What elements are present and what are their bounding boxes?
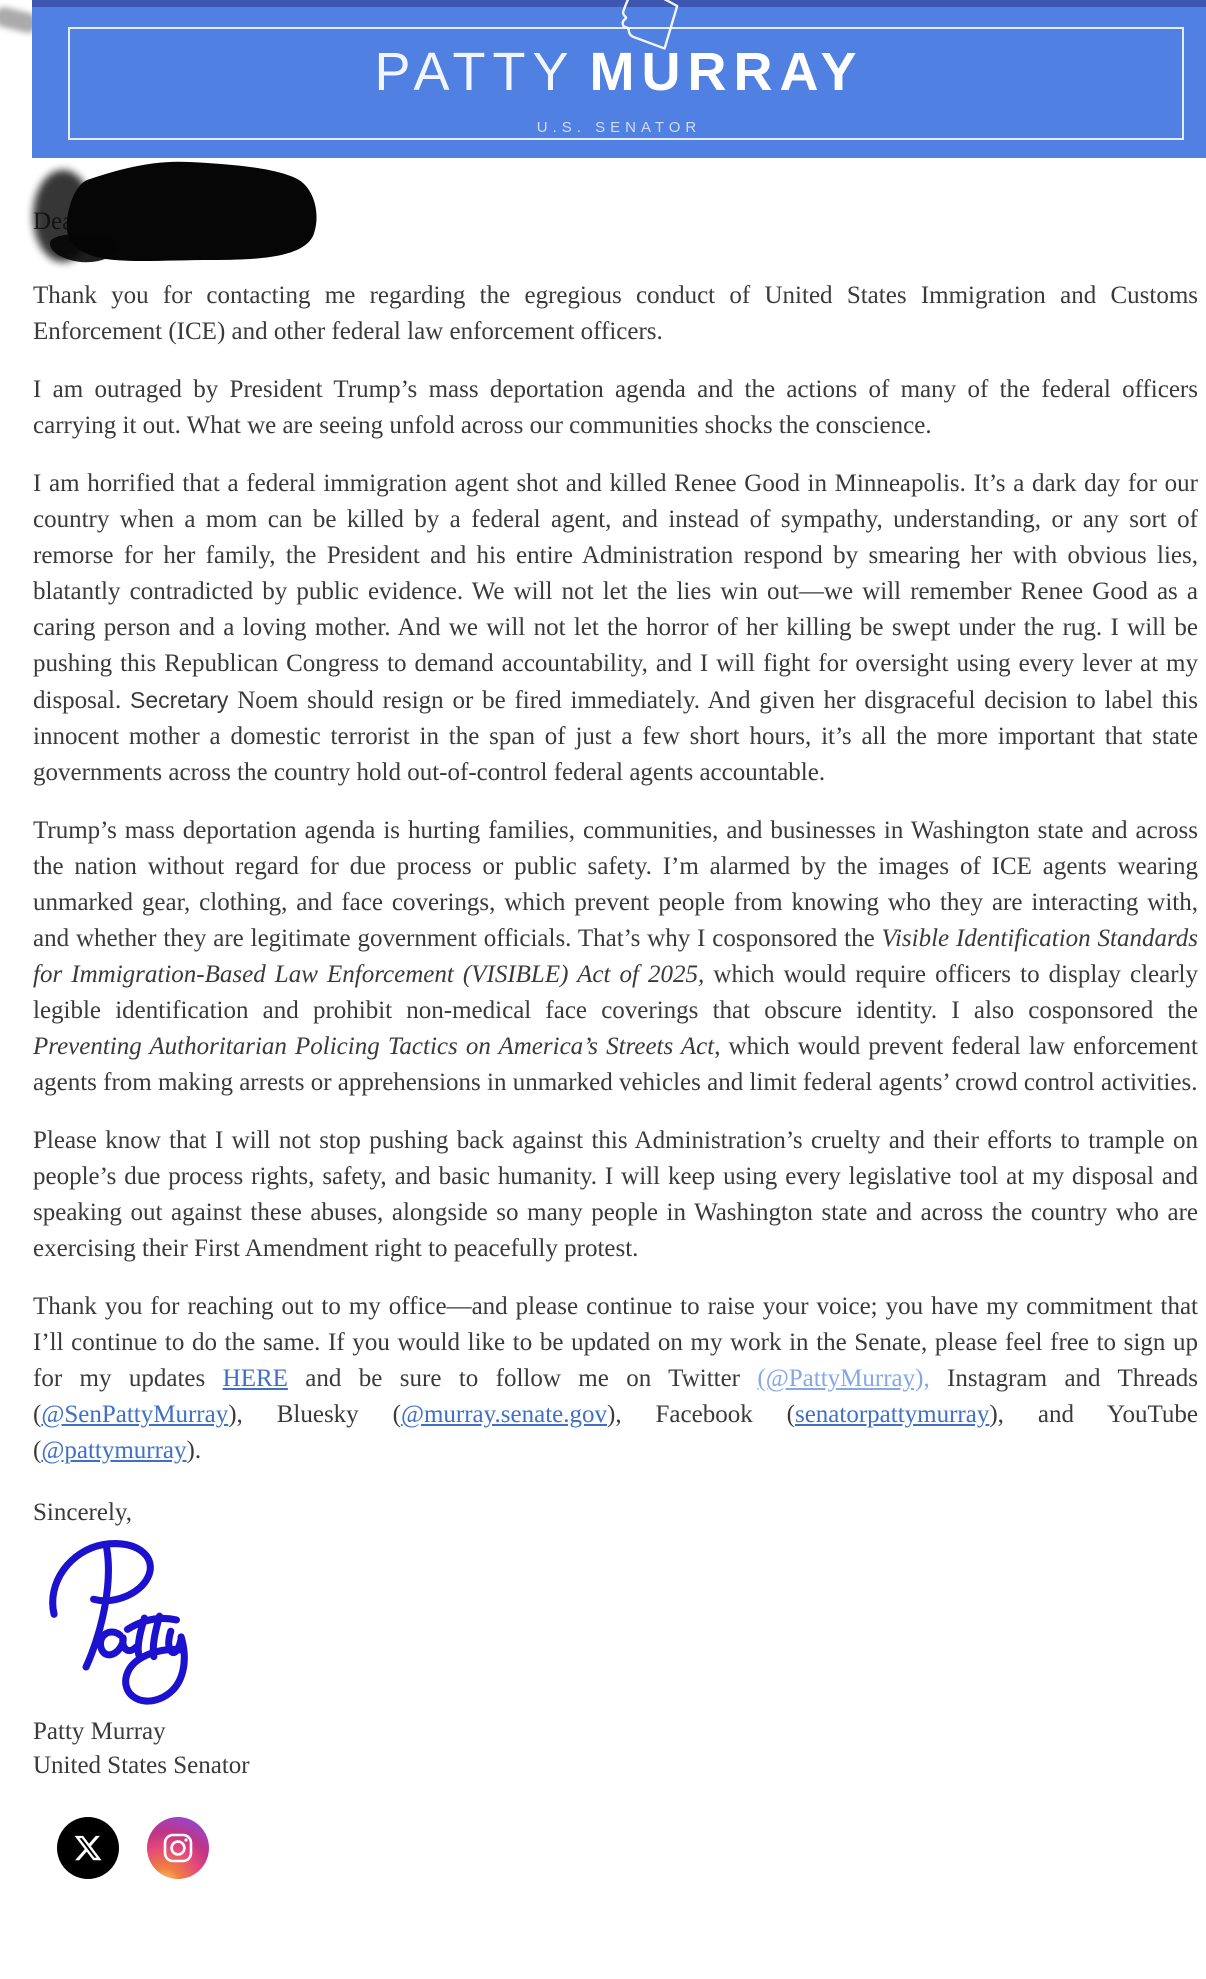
- instagram-icon[interactable]: [147, 1817, 209, 1879]
- banner-title-thin: PATTY: [374, 42, 576, 102]
- paragraph-text: Please know that I will not stop pushing back against this Administration’s cruelty and their efforts to trample on people’s due process rights, safety, and basic humanity. I will keep using every legislative tool at my disposal and speaking out against these abuses, alongside so many people in Washington state and across the country who are exercising their First Amendment right to peacefully protest.: [33, 1127, 1198, 1262]
- paragraph-text: Visible Identification Standards for Immigration-Based Law Enforcement (VISIBLE) Act of 2025,: [33, 925, 1199, 988]
- recipient-name-redaction-scribble: [21, 158, 341, 278]
- banner-title-bold: MURRAY: [589, 42, 864, 102]
- banner-subtitle: U.S. SENATOR: [536, 119, 702, 136]
- sender-title: United States Senator: [33, 1752, 250, 1779]
- paragraph-text: Instagram and Threads (: [33, 1365, 1198, 1428]
- paragraph-text: ).: [186, 1437, 202, 1464]
- closing-text: Sincerely,: [33, 1499, 133, 1526]
- paragraph-text: ), and YouTube (: [33, 1401, 1198, 1464]
- letter: [33, 160, 1198, 1879]
- letter-body: [33, 278, 1198, 1469]
- salutation-block: [33, 160, 1198, 278]
- paragraph-text: Noem should resign or be fired immediately. And given her disgraceful decision to label this innocent mother a domestic terrorist in the span of just a few short hours, it’s all the more important that state governments across the country hold out-of-control federal agents accountable.: [33, 687, 1199, 786]
- paragraph-text: ), Facebook (: [607, 1401, 795, 1428]
- paragraph-text: Thank you for reaching out to my office—and please continue to raise your voice; you have my commitment that I’ll continue to do the same. If you would like to be updated on my work in the Senate, please feel free to sign up for my updates: [33, 1293, 1198, 1392]
- letter-paragraph: [33, 372, 1198, 444]
- paragraph-text: I am outraged by President Trump’s mass deportation agenda and the actions of many of the federal officers carrying it out. What we are seeing unfold across our communities shocks the conscience.: [33, 376, 1198, 439]
- paragraph-text: Thank you for contacting me regarding the egregious conduct of United States Immigration and Customs Enforcement (ICE) and other federal law enforcement officers.: [33, 282, 1198, 345]
- paragraph-text: Trump’s mass deportation agenda is hurting families, communities, and businesses in Washington state and across the nation without regard for due process or public safety. I’m alarmed by the images of ICE agents wearing unmarked gear, clothing, and face coverings, which prevent people from knowing who they are interacting with, and whether they are legitimate government officials. That’s why I cosponsored the: [33, 817, 1198, 952]
- letter-paragraph: [33, 278, 1198, 350]
- inline-link[interactable]: @SenPattyMurray: [41, 1401, 229, 1428]
- inline-link[interactable]: @murray.senate.gov: [400, 1401, 607, 1428]
- handwritten-signature: [39, 1533, 199, 1705]
- social-links-row: [57, 1817, 1198, 1879]
- paragraph-text: which would require officers to display clearly legible identification and prohibit non-medical face coverings that obscure identity. I also cosponsored the: [33, 961, 1198, 1024]
- sender-name: Patty Murray: [33, 1718, 166, 1745]
- paragraph-text: and be sure to follow me on Twitter: [287, 1365, 758, 1392]
- paragraph-text: I am horrified that a federal immigration agent shot and killed Renee Good in Minneapolis. It’s a dark day for our country when a mom can be killed by a federal agent, and instead of sympathy, understanding, or any sort of remorse for her family, the President and his entire Administration respond by smearing her with obvious lies, blatantly contradicted by public evidence. We will not let the lies win out—we will remember Renee Good as a caring person and a loving mother. And we will not let the horror of her killing be swept under the rug. I will be pushing this Republican Congress to demand accountability, and I will fight for oversight using every lever at my disposal.: [33, 470, 1198, 714]
- sender-block: [33, 1715, 1198, 1783]
- inline-link[interactable]: HERE: [222, 1365, 288, 1392]
- inline-link[interactable]: senatorpattymurray: [794, 1401, 990, 1428]
- letter-paragraph: [33, 1123, 1198, 1267]
- paragraph-text: , which would prevent federal law enforcement agents from making arrests or apprehensions in unmarked vehicles and limit federal agents’ crowd control activities.: [33, 1033, 1198, 1096]
- paragraph-text: Preventing Authoritarian Policing Tactics on America’s Streets Act: [33, 1033, 715, 1060]
- inline-link[interactable]: (@PattyMurray),: [757, 1365, 930, 1392]
- paragraph-text: ), Bluesky (: [228, 1401, 401, 1428]
- banner-title: [32, 41, 1206, 103]
- inline-link[interactable]: @pattymurray: [41, 1437, 187, 1464]
- header-banner: [32, 0, 1206, 158]
- letter-paragraph: [33, 466, 1198, 791]
- sans-serif-word: Secretary: [130, 687, 229, 713]
- x-twitter-icon[interactable]: [57, 1817, 119, 1879]
- letter-paragraph: [33, 1289, 1198, 1469]
- letter-paragraph: [33, 813, 1198, 1101]
